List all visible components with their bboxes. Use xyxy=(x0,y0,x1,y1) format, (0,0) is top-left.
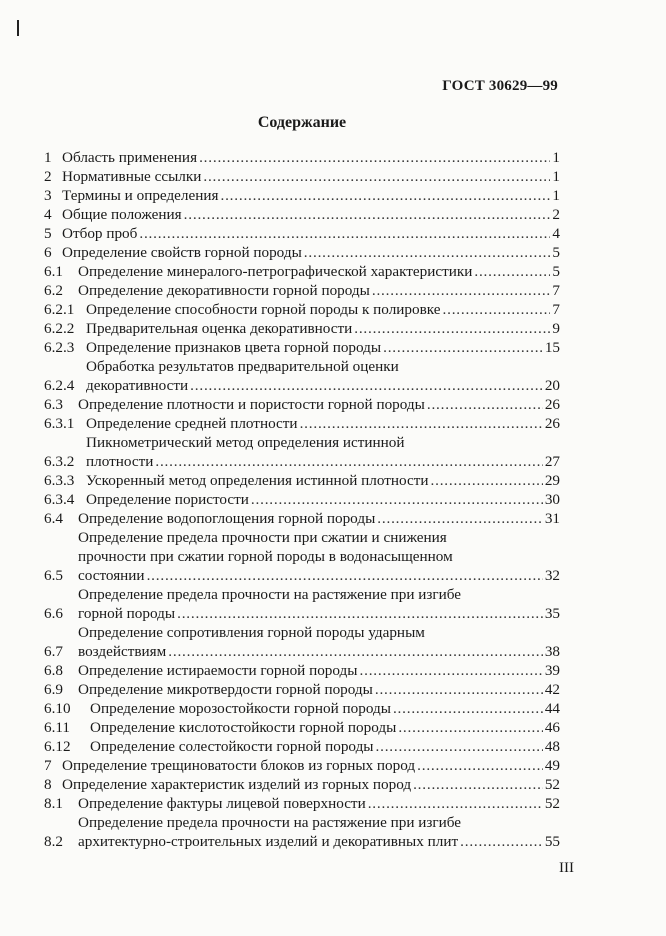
dot-leader xyxy=(474,262,550,281)
dot-leader xyxy=(383,338,543,357)
toc-entry[interactable] xyxy=(44,623,560,661)
toc-entry-text: Определение предела прочности на растяжение при изгибе xyxy=(78,586,462,603)
toc-entry-page: 4 xyxy=(552,225,560,242)
toc-entry-number: 7 xyxy=(44,757,52,774)
dot-leader xyxy=(427,395,543,414)
toc-entry-number: 6.3.4 xyxy=(44,491,75,508)
toc-entry-text: Определение средней плотности xyxy=(86,415,298,432)
dot-leader xyxy=(199,148,550,167)
document-code: ГОСТ 30629—99 xyxy=(442,78,558,94)
toc-entry-number: 6.11 xyxy=(44,719,71,736)
toc-entry-page: 1 xyxy=(552,149,560,166)
toc-entry[interactable] xyxy=(44,585,560,623)
toc-entry-text: Общие положения xyxy=(62,206,182,223)
toc-entry[interactable] xyxy=(44,205,560,224)
toc-entry-number: 6.3.2 xyxy=(44,453,75,470)
toc-entry-text: Определение истираемости горной породы xyxy=(78,662,358,679)
dot-leader xyxy=(360,661,543,680)
toc-entry-number: 6.3.1 xyxy=(44,415,75,432)
toc-entry[interactable] xyxy=(44,186,560,205)
toc-entry[interactable] xyxy=(44,243,560,262)
toc-entry[interactable] xyxy=(44,528,560,585)
toc-entry-number: 6.2.2 xyxy=(44,320,75,337)
toc-entry-page: 5 xyxy=(552,244,560,261)
dot-leader xyxy=(168,642,543,661)
toc-entry-page: 52 xyxy=(544,776,560,793)
toc-entry[interactable] xyxy=(44,718,560,737)
dot-leader xyxy=(460,832,543,851)
dot-leader xyxy=(251,490,543,509)
toc-entry-number: 6.9 xyxy=(44,681,63,698)
margin-mark xyxy=(17,20,19,36)
toc-entry-text: Определение предела прочности на растяжение при изгибе xyxy=(78,814,462,831)
toc-entry-text: Определение пористости xyxy=(86,491,249,508)
toc-entry-text: декоративности xyxy=(86,377,189,394)
toc-entry[interactable] xyxy=(44,224,560,243)
toc-entry-page: 32 xyxy=(544,567,560,584)
toc-entry-number: 6.2.3 xyxy=(44,339,75,356)
toc-entry-page: 52 xyxy=(544,795,560,812)
toc-entry-text: горной породы xyxy=(78,605,176,622)
toc-entry-text: Определение свойств горной породы xyxy=(62,244,302,261)
toc-entry[interactable] xyxy=(44,699,560,718)
toc-entry-page: 46 xyxy=(544,719,560,736)
toc-entry-page: 38 xyxy=(544,643,560,660)
dot-leader xyxy=(354,319,550,338)
toc-entry-page: 20 xyxy=(544,377,560,394)
dot-leader xyxy=(413,775,543,794)
dot-leader xyxy=(376,737,543,756)
toc-entry-text: Определение водопоглощения горной породы xyxy=(78,510,376,527)
toc-title: Содержание xyxy=(257,114,347,131)
toc-entry-text: Определение плотности и пористости горной породы xyxy=(78,396,425,413)
dot-leader xyxy=(372,281,551,300)
toc-entry[interactable] xyxy=(44,661,560,680)
toc-entry-page: 49 xyxy=(544,757,560,774)
dot-leader xyxy=(220,186,550,205)
toc-entry-text: Определение сопротивления горной породы ударным xyxy=(78,624,425,641)
toc-entry-text: Определение микротвердости горной породы xyxy=(78,681,373,698)
toc-entry-number: 6.4 xyxy=(44,510,63,527)
toc-entry[interactable] xyxy=(44,509,560,528)
toc-entry-number: 6.12 xyxy=(44,738,71,755)
dot-leader xyxy=(155,452,542,471)
toc-entry[interactable] xyxy=(44,471,560,490)
toc-entry-number: 2 xyxy=(44,168,52,185)
toc-entry[interactable] xyxy=(44,148,560,167)
toc-entry[interactable] xyxy=(44,167,560,186)
toc-entry-page: 44 xyxy=(544,700,560,717)
toc-entry-text: Ускоренный метод определения истинной плотности xyxy=(86,472,429,489)
dot-leader xyxy=(147,566,543,585)
dot-leader xyxy=(304,243,551,262)
toc-entry-page: 29 xyxy=(544,472,560,489)
toc-entry-text: Нормативные ссылки xyxy=(62,168,202,185)
toc-entry-number: 6.1 xyxy=(44,263,63,280)
toc-entry[interactable] xyxy=(44,281,560,300)
toc-entry-number: 6.2.4 xyxy=(44,377,75,394)
toc-entry[interactable] xyxy=(44,756,560,775)
toc-entry-page: 26 xyxy=(544,415,560,432)
dot-leader xyxy=(177,604,543,623)
toc-entry-number: 4 xyxy=(44,206,52,223)
toc-entry-page: 9 xyxy=(552,320,560,337)
toc-entry-text: Термины и определения xyxy=(62,187,219,204)
toc-entry-page: 2 xyxy=(552,206,560,223)
toc-entry-page: 1 xyxy=(552,187,560,204)
dot-leader xyxy=(443,300,551,319)
toc-entry-number: 6 xyxy=(44,244,52,261)
dot-leader xyxy=(300,414,543,433)
toc-entry-text: Определение минералого-петрографической характеристики xyxy=(78,263,473,280)
dot-leader xyxy=(203,167,550,186)
toc-entry-text: прочности при сжатии горной породы в водонасыщенном xyxy=(78,548,453,565)
toc-entry-number: 6.7 xyxy=(44,643,63,660)
toc-entry-page: 15 xyxy=(544,339,560,356)
dot-leader xyxy=(393,699,543,718)
toc-entry-text: Определение трещиноватости блоков из горных пород xyxy=(62,757,416,774)
toc-entry-text: архитектурно-строительных изделий и декоративных плит xyxy=(78,833,459,850)
toc-entry-text: Определение декоративности горной породы xyxy=(78,282,370,299)
toc-entry-text: Определение предела прочности при сжатии и снижения xyxy=(78,529,447,546)
toc-entry-page: 26 xyxy=(544,396,560,413)
toc-entry-page: 48 xyxy=(544,738,560,755)
toc-entry-page: 7 xyxy=(552,282,560,299)
dot-leader xyxy=(190,376,543,395)
dot-leader xyxy=(377,509,543,528)
toc-entry-page: 7 xyxy=(552,301,560,318)
toc-entry-number: 8 xyxy=(44,776,52,793)
dot-leader xyxy=(139,224,550,243)
toc-entry-text: плотности xyxy=(86,453,154,470)
toc-entry-number: 1 xyxy=(44,149,52,166)
toc-entry[interactable] xyxy=(44,680,560,699)
toc-entry-text: Определение фактуры лицевой поверхности xyxy=(78,795,366,812)
dot-leader xyxy=(368,794,543,813)
toc-entry-text: состоянии xyxy=(78,567,145,584)
toc-entry-page: 31 xyxy=(544,510,560,527)
toc-entry[interactable] xyxy=(44,414,560,433)
toc-entry-number: 6.3.3 xyxy=(44,472,75,489)
toc-entry-page: 30 xyxy=(544,491,560,508)
toc-entry-page: 5 xyxy=(552,263,560,280)
toc-entry-text: Предварительная оценка декоративности xyxy=(86,320,353,337)
toc-entry-number: 8.2 xyxy=(44,833,63,850)
toc-entry[interactable] xyxy=(44,813,560,851)
toc-entry[interactable] xyxy=(44,395,560,414)
toc-entry[interactable] xyxy=(44,338,560,357)
toc-entry-number: 6.5 xyxy=(44,567,63,584)
toc-entry-page: 55 xyxy=(544,833,560,850)
toc-entry-text: Определение морозостойкости горной породы xyxy=(90,700,391,717)
toc-entry-number: 6.3 xyxy=(44,396,63,413)
toc-entry-text: Область применения xyxy=(62,149,198,166)
toc-entry-number: 5 xyxy=(44,225,52,242)
toc-entry-page: 1 xyxy=(552,168,560,185)
page-number: III xyxy=(559,860,574,876)
dot-leader xyxy=(184,205,551,224)
toc-entry-text: Обработка результатов предварительной оценки xyxy=(86,358,399,375)
toc-entry-text: Определение способности горной породы к полировке xyxy=(86,301,441,318)
toc-entry-number: 6.2 xyxy=(44,282,63,299)
toc-entry-text: Определение солестойкости горной породы xyxy=(90,738,374,755)
toc-entry-number: 8.1 xyxy=(44,795,63,812)
toc-entry[interactable] xyxy=(44,737,560,756)
toc-entry-text: Определение признаков цвета горной породы xyxy=(86,339,382,356)
toc-entry-number: 6.8 xyxy=(44,662,63,679)
toc-entry[interactable] xyxy=(44,433,560,471)
toc-entry-text: Определение кислотостойкости горной породы xyxy=(90,719,397,736)
dot-leader xyxy=(431,471,543,490)
toc-entry-page: 35 xyxy=(544,605,560,622)
dot-leader xyxy=(417,756,543,775)
toc-entry-number: 3 xyxy=(44,187,52,204)
toc-entry[interactable] xyxy=(44,490,560,509)
table-of-contents xyxy=(44,148,560,851)
toc-entry[interactable] xyxy=(44,262,560,281)
toc-entry-number: 6.2.1 xyxy=(44,301,75,318)
toc-entry-text: Пикнометрический метод определения истинной xyxy=(86,434,405,451)
dot-leader xyxy=(375,680,543,699)
toc-entry[interactable] xyxy=(44,794,560,813)
toc-entry[interactable] xyxy=(44,357,560,395)
toc-entry[interactable] xyxy=(44,775,560,794)
toc-entry-number: 6.10 xyxy=(44,700,71,717)
dot-leader xyxy=(398,718,543,737)
toc-entry-text: Определение характеристик изделий из горных пород xyxy=(62,776,412,793)
toc-entry[interactable] xyxy=(44,300,560,319)
toc-entry-number: 6.6 xyxy=(44,605,63,622)
toc-entry-text: Отбор проб xyxy=(62,225,138,242)
toc-entry[interactable] xyxy=(44,319,560,338)
toc-entry-page: 42 xyxy=(544,681,560,698)
toc-entry-page: 39 xyxy=(544,662,560,679)
toc-entry-text: воздействиям xyxy=(78,643,167,660)
toc-entry-page: 27 xyxy=(544,453,560,470)
